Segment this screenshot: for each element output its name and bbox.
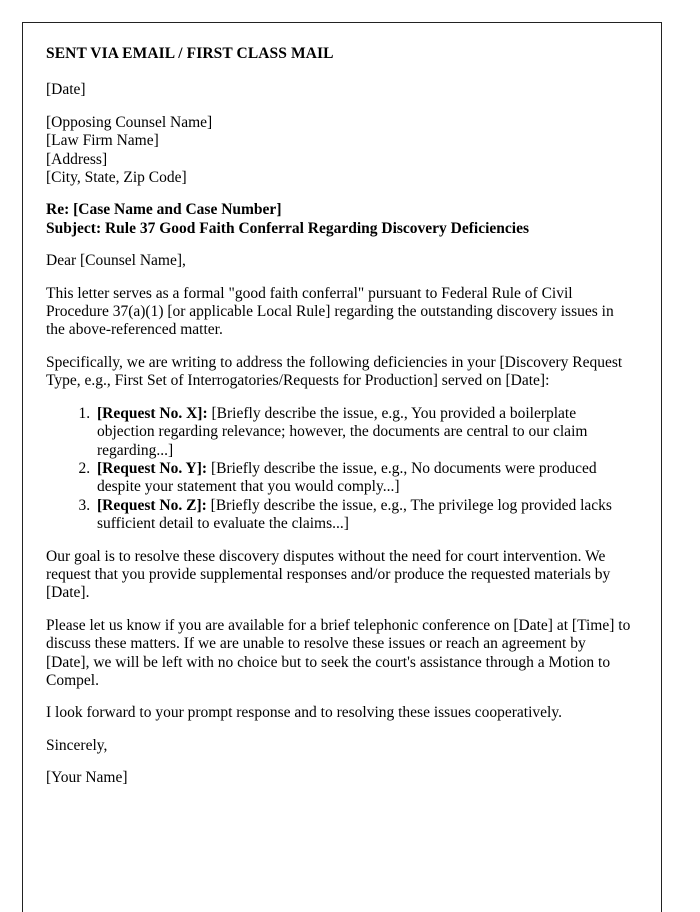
paragraph-specifically: Specifically, we are writing to address the following deficiencies in your [Discovery Request Type, e.g., First Set of Interrogatories/Requests for Production] served on [Date]: — [46, 353, 623, 390]
recipient-street-address: [Address] — [46, 150, 108, 168]
deficiency-label: [Request No. Z]: — [97, 496, 207, 514]
subject-line: Subject: Rule 37 Good Faith Conferral Regarding Discovery Deficiencies — [46, 219, 530, 237]
date-line: [Date] — [46, 81, 86, 99]
salutation: Dear [Counsel Name], — [46, 252, 186, 270]
list-item — [94, 460, 631, 497]
paragraph-closing-statement: I look forward to your prompt response and to resolving these issues cooperatively. — [46, 704, 562, 722]
letter-page — [22, 22, 662, 912]
deficiency-list — [46, 405, 631, 534]
signature-name: [Your Name] — [46, 769, 128, 787]
sign-off: Sincerely, — [46, 736, 108, 754]
re-line: Re: [Case Name and Case Number] — [46, 201, 282, 219]
deficiency-text: [Briefly describe the issue, e.g., The privilege log provided lacks sufficient detail to evaluate the claims...] — [97, 496, 612, 533]
recipient-city-state-zip: [City, State, Zip Code] — [46, 169, 187, 187]
deficiency-label: [Request No. Y]: — [97, 459, 208, 477]
delivery-method-header: SENT VIA EMAIL / FIRST CLASS MAIL — [46, 45, 334, 62]
recipient-address-block — [46, 114, 631, 188]
list-item — [94, 497, 631, 534]
paragraph-conference: Please let us know if you are available for a brief telephonic conference on [Date] at [Time] to discuss these matters. If we are unable to resolve these issues or reach an agreement by [Date], we will be left with no choice but to seek the court's assistance through a Motion to Compel. — [46, 616, 631, 689]
deficiency-label: [Request No. X]: — [97, 404, 208, 422]
recipient-firm-name: [Law Firm Name] — [46, 132, 159, 150]
paragraph-goal: Our goal is to resolve these discovery disputes without the need for court intervention. We request that you provide supplemental responses and/or produce the requested materials by [Date]. — [46, 547, 611, 602]
re-subject-block — [46, 201, 631, 238]
deficiency-text: [Briefly describe the issue, e.g., No documents were produced despite your statement that you would comply...] — [97, 459, 597, 496]
recipient-counsel-name: [Opposing Counsel Name] — [46, 113, 213, 131]
paragraph-intro: This letter serves as a formal "good faith conferral" pursuant to Federal Rule of Civil Procedure 37(a)(1) [or applicable Local Rule] regarding the outstanding discovery issues in the above-referenced matter. — [46, 284, 614, 339]
letter-content — [23, 23, 661, 788]
list-item — [94, 405, 631, 460]
deficiency-text: [Briefly describe the issue, e.g., You provided a boilerplate objection regarding relevance; however, the documents are central to our claim regarding...] — [97, 404, 588, 459]
